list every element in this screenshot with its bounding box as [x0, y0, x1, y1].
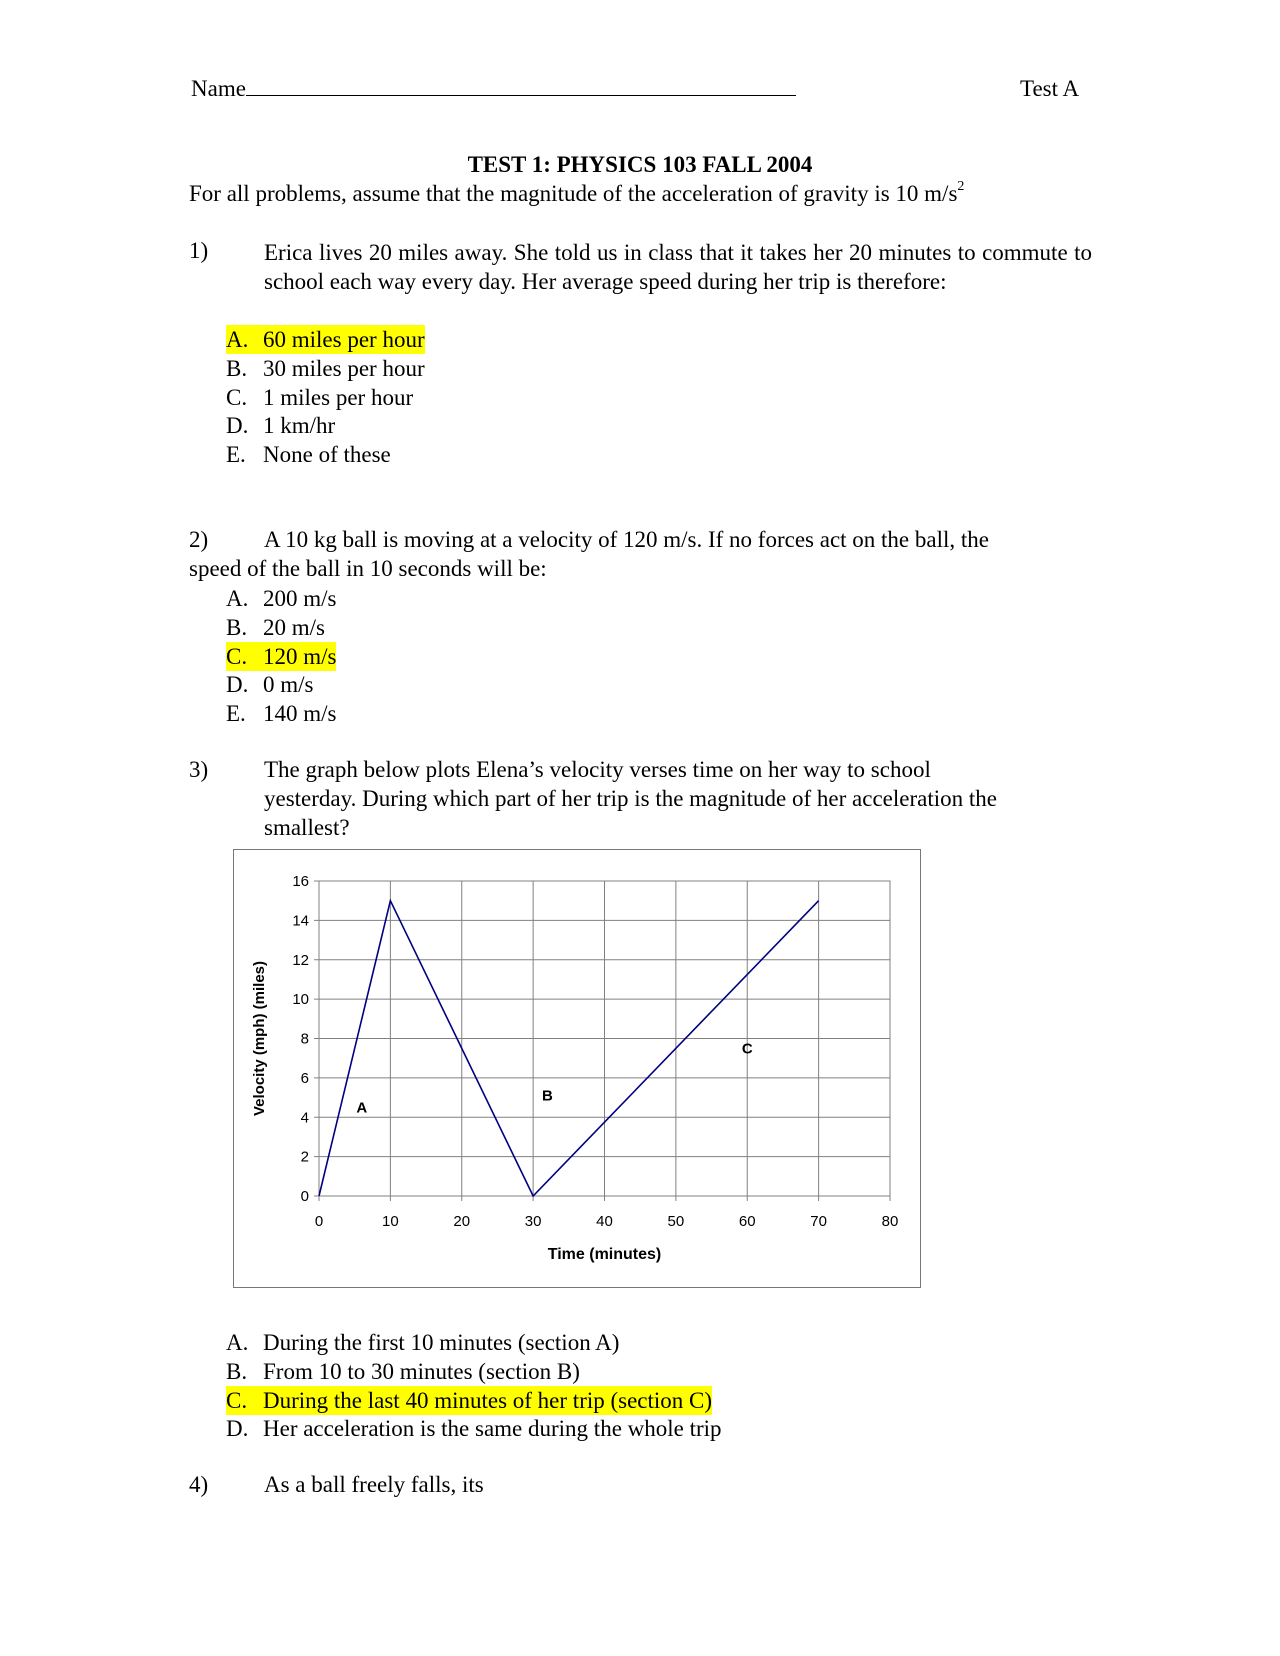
chart-svg — [234, 850, 920, 1287]
x-tick-label: 0 — [314, 1213, 324, 1230]
x-tick-label: 30 — [524, 1213, 542, 1230]
section-label-a: A — [356, 1099, 368, 1117]
q2-option-d: D. 0 m/s — [226, 672, 314, 697]
question-2-number: 2) — [189, 527, 209, 552]
x-tick-label: 20 — [453, 1213, 471, 1230]
question-3-number: 3) — [189, 757, 209, 782]
q2-option-e: E. 140 m/s — [226, 701, 337, 726]
y-tick-label: 12 — [292, 951, 309, 969]
y-tick-label: 10 — [292, 991, 309, 1009]
y-tick-label: 2 — [300, 1148, 309, 1166]
question-1-text: Erica lives 20 miles away. She told us in class that it takes her 20 minutes to commute to school each way every day. Her average speed during her trip is therefore: — [264, 240, 1092, 294]
x-tick-label: 60 — [738, 1213, 756, 1230]
q3-option-b: B. From 10 to 30 minutes (section B) — [226, 1359, 580, 1384]
x-axis-label: Time (minutes) — [547, 1246, 662, 1263]
question-2-text-line-1: A 10 kg ball is moving at a velocity of 120 m/s. If no forces act on the ball, the — [264, 527, 989, 552]
q1-option-e: E. None of these — [226, 442, 391, 467]
q1-option-d: D. 1 km/hr — [226, 413, 336, 438]
y-tick-label: 8 — [300, 1030, 309, 1048]
x-tick-label: 50 — [667, 1213, 685, 1230]
instructions-text: For all problems, assume that the magnitude of the acceleration of gravity is 10 m/s — [189, 181, 958, 206]
y-tick-label: 16 — [292, 873, 309, 890]
q3-option-a: A. During the first 10 minutes (section A) — [226, 1330, 620, 1355]
q1-option-b: B. 30 miles per hour — [226, 356, 425, 381]
y-tick-label: 6 — [300, 1069, 309, 1087]
question-1-number: 1) — [189, 238, 209, 263]
question-3-text-line-1: The graph below plots Elena’s velocity verses time on her way to school — [264, 757, 931, 782]
x-tick-label: 80 — [881, 1213, 899, 1230]
q3-option-d: D. Her acceleration is the same during the whole trip — [226, 1416, 722, 1441]
name-label: Name — [191, 76, 246, 101]
instructions-superscript: 2 — [957, 179, 965, 194]
question-4-number: 4) — [189, 1472, 209, 1497]
q1-option-a: A. 60 miles per hour — [226, 327, 425, 352]
section-label-b: B — [541, 1087, 553, 1105]
y-tick-label: 14 — [292, 912, 309, 930]
section-label-c: C — [741, 1040, 753, 1058]
y-tick-label: 0 — [300, 1188, 309, 1205]
y-axis-label: Velocity (mph) (miles) — [251, 960, 268, 1117]
x-tick-label: 70 — [810, 1213, 827, 1230]
question-2-text-line-2: speed of the ball in 10 seconds will be: — [189, 556, 547, 581]
page-title: TEST 1: PHYSICS 103 FALL 2004 — [467, 152, 813, 177]
question-3-text-line-3: smallest? — [264, 815, 350, 840]
q2-option-c: C. 120 m/s — [226, 644, 337, 669]
x-tick-label: 10 — [382, 1213, 399, 1230]
q2-option-a: A. 200 m/s — [226, 586, 337, 611]
q2-option-b: B. 20 m/s — [226, 615, 325, 640]
q3-option-c: C. During the last 40 minutes of her trip (section C) — [226, 1388, 713, 1413]
y-tick-label: 4 — [300, 1109, 309, 1127]
test-version: Test A — [1020, 76, 1080, 101]
question-4-text: As a ball freely falls, its — [264, 1472, 484, 1497]
name-field — [191, 76, 796, 102]
question-3-text-line-2: yesterday. During which part of her trip is the magnitude of her acceleration the — [264, 786, 997, 811]
velocity-time-chart — [233, 849, 921, 1288]
x-tick-label: 40 — [596, 1213, 613, 1230]
instructions — [189, 181, 964, 207]
name-blank-line — [246, 77, 796, 96]
q1-option-c: C. 1 miles per hour — [226, 385, 414, 410]
